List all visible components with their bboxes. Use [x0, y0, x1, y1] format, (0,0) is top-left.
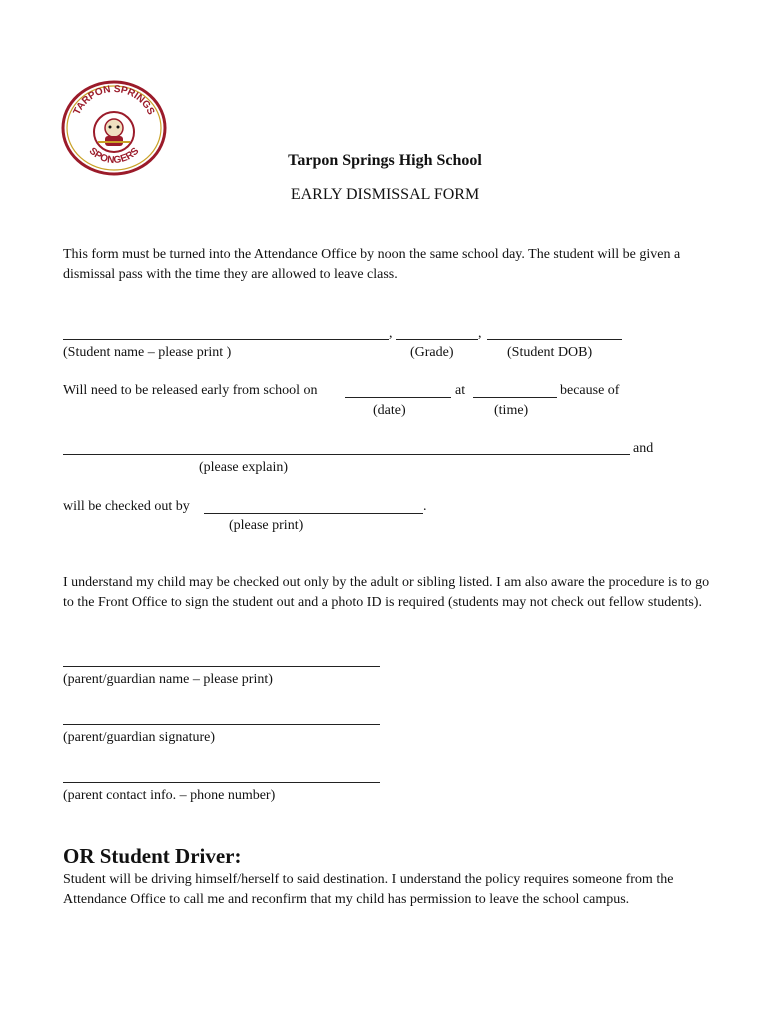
- comma-separator: ,: [478, 326, 482, 341]
- acknowledgement-paragraph: I understand my child may be checked out only by the adult or sibling listed. I am also aware the procedure is to go to the Front Office to sign the student out and a photo ID is required (students may not check out fellow students).: [63, 575, 710, 610]
- school-name: Tarpon Springs High School: [288, 152, 482, 169]
- logo-bottom-text: SPONGERS: [86, 145, 142, 167]
- checkout-prefix: will be checked out by: [63, 499, 190, 514]
- comma-separator: ,: [389, 326, 393, 341]
- and-text: and: [633, 441, 654, 456]
- parent-name-field[interactable]: [63, 666, 380, 667]
- please-print-label: (please print): [229, 518, 304, 533]
- release-because-text: because of: [560, 383, 620, 398]
- student-dob-label: (Student DOB): [507, 345, 593, 360]
- release-date-field[interactable]: [345, 397, 451, 398]
- student-dob-field[interactable]: [487, 339, 622, 340]
- release-at-text: at: [455, 383, 466, 398]
- release-time-field[interactable]: [473, 397, 557, 398]
- release-prefix: Will need to be released early from school on: [63, 383, 318, 398]
- logo-top-text: TARPON SPRINGS: [71, 83, 157, 117]
- parent-contact-label: (parent contact info. – phone number): [63, 788, 276, 803]
- checked-out-by-field[interactable]: [204, 513, 423, 514]
- checkout-period: .: [423, 499, 427, 514]
- parent-contact-field[interactable]: [63, 782, 380, 783]
- date-label: (date): [373, 403, 406, 418]
- parent-signature-field[interactable]: [63, 724, 380, 725]
- student-driver-heading: OR Student Driver:: [63, 844, 242, 868]
- parent-name-label: (parent/guardian name – please print): [63, 672, 273, 687]
- parent-signature-label: (parent/guardian signature): [63, 730, 215, 745]
- grade-label: (Grade): [410, 345, 454, 360]
- intro-paragraph: This form must be turned into the Attendance Office by noon the same school day. The student will be given a dismissal pass with the time they are allowed to leave class.: [63, 247, 681, 282]
- form-title: EARLY DISMISSAL FORM: [290, 186, 480, 203]
- student-name-field[interactable]: [63, 339, 389, 340]
- time-label: (time): [494, 403, 529, 418]
- student-driver-paragraph: Student will be driving himself/herself to said destination. I understand the policy requires someone from the Attendance Office to call me and reconfirm that my child has permission to leave the school campus.: [63, 872, 674, 907]
- student-name-label: (Student name – please print ): [63, 345, 232, 360]
- please-explain-label: (please explain): [199, 460, 289, 475]
- reason-field[interactable]: [63, 454, 630, 455]
- grade-field[interactable]: [396, 339, 478, 340]
